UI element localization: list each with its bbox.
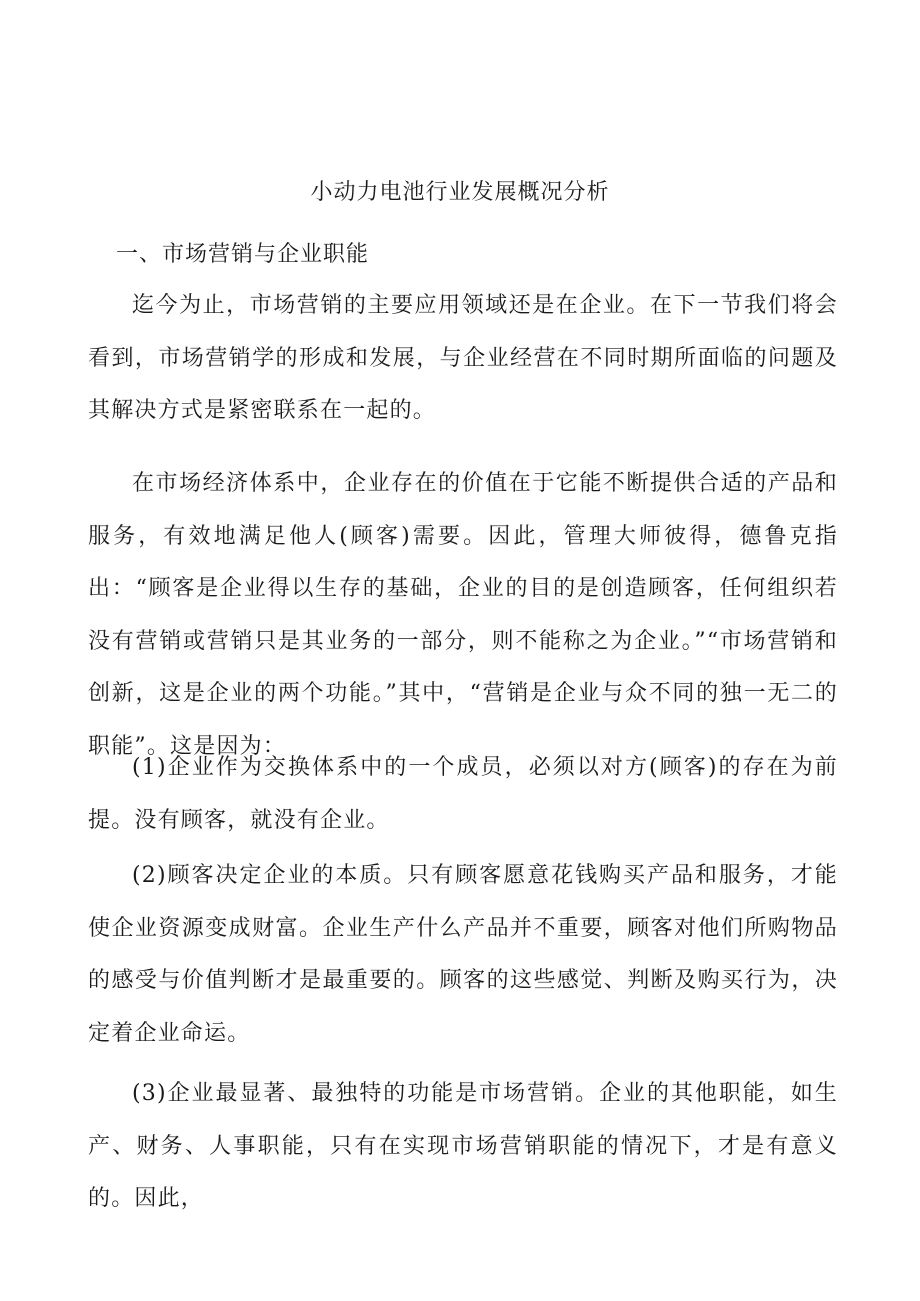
paragraph-reason-2: (2)顾客决定企业的本质。只有顾客愿意花钱购买产品和服务，才能使企业资源变成财富。企业生产什么产品并不重要，顾客对他们所购物品的感受与价值判断才是最重要的。顾客的这些感觉、判断及购买行为，决定着企业命运。 <box>88 863 838 1046</box>
paragraph-reason-3: (3)企业最显著、最独特的功能是市场营销。企业的其他职能，如生产、财务、人事职能，只有在实现市场营销职能的情况下，才是有意义的。因此， <box>88 1081 838 1211</box>
page-title: 小动力电池行业发展概况分析 <box>310 180 610 205</box>
paragraph-market-economy: 在市场经济体系中，企业存在的价值在于它能不断提供合适的产品和服务，有效地满足他人(顾客)需要。因此，管理大师彼得，德鲁克指出：“顾客是企业得以生存的基础，企业的目的是创造顾客，任何组织若没有营销或营销只是其业务的一部分，则不能称之为企业。”“市场营销和创新，这是企业的两个功能。”其中，“营销是企业与众不同的独一无二的职能”。这是因为： <box>88 471 838 759</box>
section-heading: 一、市场营销与企业职能 <box>116 242 370 267</box>
paragraph-intro: 迄今为止，市场营销的主要应用领域还是在企业。在下一节我们将会看到，市场营销学的形成和发展，与企业经营在不同时期所面临的问题及其解决方式是紧密联系在一起的。 <box>88 293 838 423</box>
paragraph-reason-1: (1)企业作为交换体系中的一个成员，必须以对方(顾客)的存在为前提。没有顾客，就没有企业。 <box>88 755 838 833</box>
